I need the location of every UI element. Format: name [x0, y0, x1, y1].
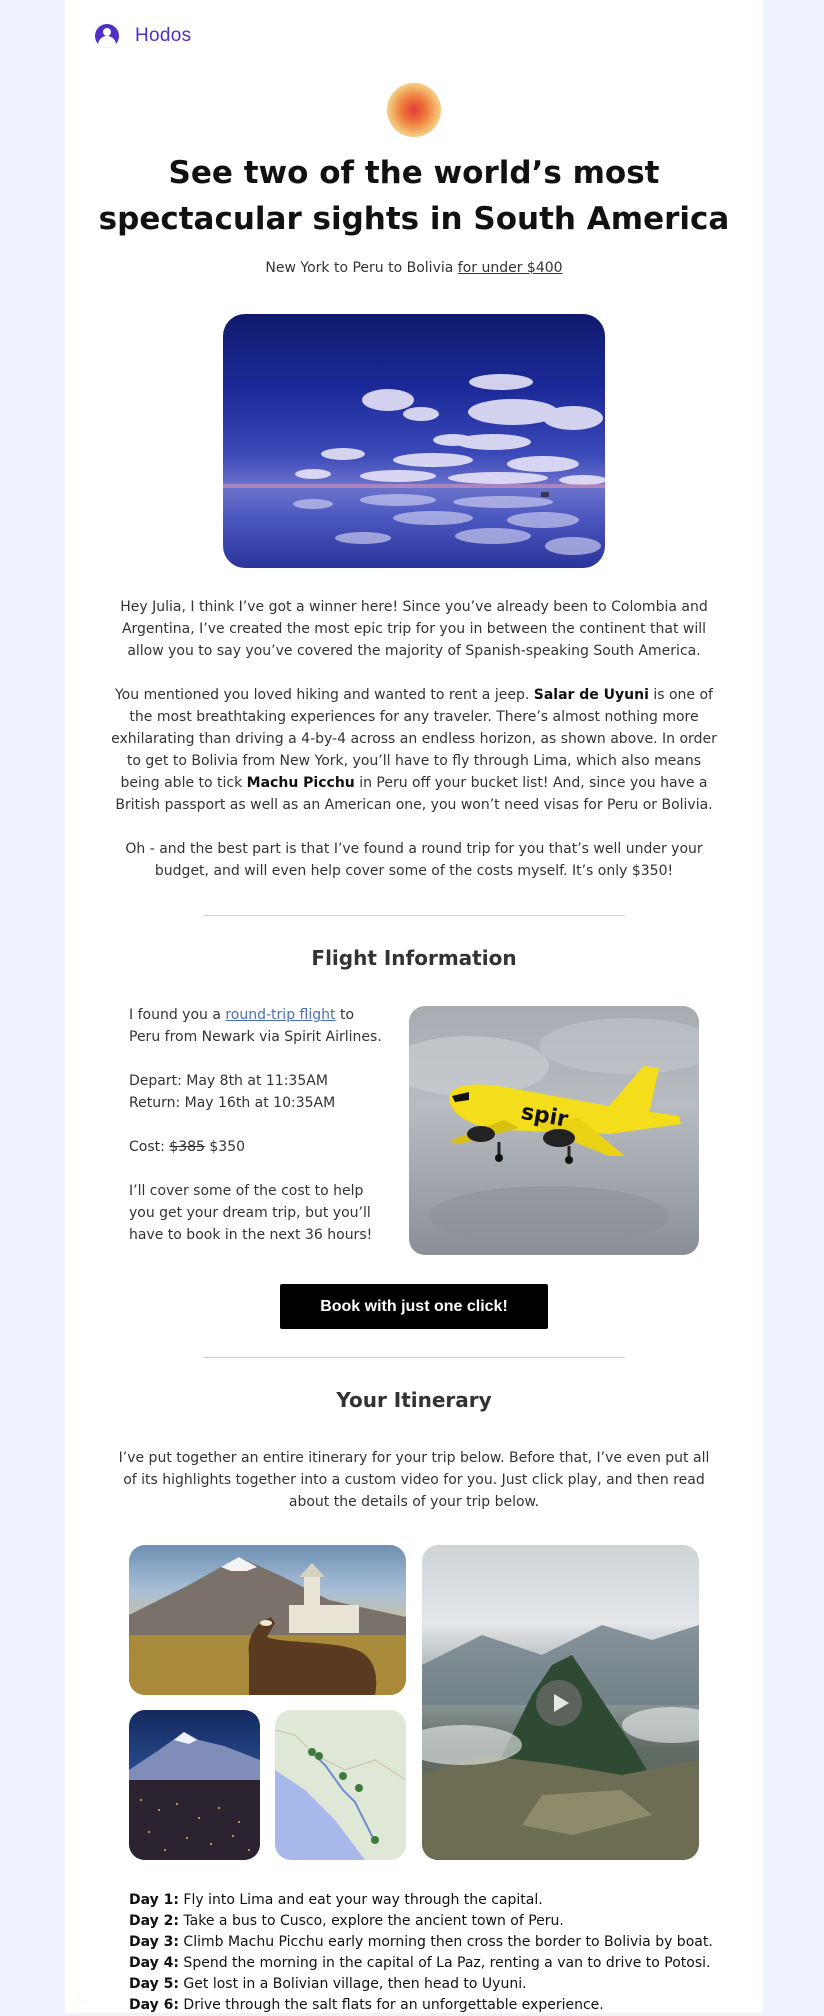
play-icon [554, 1694, 569, 1712]
divider [203, 1357, 625, 1358]
spirit-airplane-image [409, 1006, 699, 1255]
itinerary-intro: I’ve put together an entire itinerary for your trip below. Before that, I’ve even put all of its highlights together into a custom video for you. Just click play, and then read about the details of your trip below. [118, 1450, 710, 1510]
salt-flats-scene [223, 314, 605, 568]
page-title: See two of the world’s most spectacular sights in South America [98, 155, 730, 237]
itinerary-day-2: Day 2: Take a bus to Cusco, explore the ancient town of Peru. [129, 1913, 564, 1929]
route-map-image [275, 1710, 406, 1860]
flight-note: I’ll cover some of the cost to help you get your dream trip, but you’ll have to book in the next 36 hours! [129, 1183, 373, 1243]
play-button[interactable] [536, 1680, 582, 1726]
itinerary-heading: Your Itinerary [336, 1388, 492, 1412]
old-price: $385 [169, 1139, 205, 1155]
intro-paragraph-3: Oh - and the best part is that I’ve found a round trip for you that’s well under your budget, and will even help cover some of the costs myself. It’s only $350! [125, 841, 703, 879]
llama-church-photo [129, 1545, 406, 1695]
new-price: $350 [204, 1139, 246, 1155]
flight-details [129, 1004, 389, 1268]
flight-found-text: I found you a round-trip flight to Peru from Newark via Spirit Airlines. [129, 1007, 382, 1045]
llama-scene [129, 1545, 406, 1695]
salar-de-uyuni-highlight: Salar de Uyuni [533, 687, 649, 703]
route-map [275, 1710, 406, 1860]
itinerary-day-5: Day 5: Get lost in a Bolivian village, then head to Uyuni. [129, 1976, 527, 1992]
intro-paragraph-1: Hey Julia, I think I’ve got a winner here! Since you’ve already been to Colombia and Argentina, I’ve created the most epic trip for you in between the continent that will allow you to say you’ve covered the majority of Spanish-speaking South America. [120, 599, 708, 659]
flight-cost: Cost: $385 $350 [129, 1139, 246, 1155]
itinerary-day-1: Day 1: Fly into Lima and eat your way through the capital. [129, 1892, 543, 1908]
salt-flats-hero-image [223, 314, 605, 568]
brand-logo[interactable] [95, 24, 191, 48]
return-time: Return: May 16th at 10:35AM [129, 1095, 336, 1111]
flight-heading: Flight Information [311, 946, 517, 970]
airplane-illustration [409, 1006, 699, 1255]
machu-picchu-highlight: Machu Picchu [246, 775, 355, 791]
itinerary-day-6: Day 6: Drive through the salt flats for an unforgettable experience. [129, 1997, 604, 2013]
depart-time: Depart: May 8th at 11:35AM [129, 1073, 328, 1089]
la-paz-night-photo [129, 1710, 260, 1860]
price-link[interactable]: for under $400 [457, 260, 563, 276]
machu-picchu-video-thumbnail[interactable] [422, 1545, 699, 1860]
intro-paragraph-2: You mentioned you loved hiking and wanted to rent a jeep. Salar de Uyuni is one of the most breathtaking experiences for any traveler. There’s almost nothing more exhilarating than driving a 4-by-4 across an endless horizon, as shown above. In order to get to Bolivia from New York, you’ll have to fly through Lima, which also means being able to tick Machu Picchu in Peru off your bucket list! And, since you have a British passport as well as an American one, you won’t need visas for Peru or Bolivia. [111, 687, 717, 813]
la-paz-scene [129, 1710, 260, 1860]
itinerary-day-3: Day 3: Climb Machu Picchu early morning then cross the border to Bolivia by boat. [129, 1934, 713, 1950]
sun-illustration [387, 83, 441, 137]
brand-name: Hodos [135, 25, 192, 46]
itinerary-day-4: Day 4: Spend the morning in the capital of La Paz, renting a van to drive to Potosi. [129, 1955, 711, 1971]
subtitle: New York to Peru to Bolivia for under $400 [265, 260, 563, 276]
itinerary-days [129, 1890, 729, 2016]
flight-times [129, 1070, 389, 1114]
email-card [65, 0, 763, 2013]
svg-text:spir: spir [519, 1099, 570, 1133]
hodos-logo-icon [95, 24, 119, 48]
book-button[interactable]: Book with just one click! [280, 1284, 548, 1329]
divider [203, 915, 625, 916]
round-trip-flight-link[interactable]: round-trip flight [225, 1007, 336, 1023]
